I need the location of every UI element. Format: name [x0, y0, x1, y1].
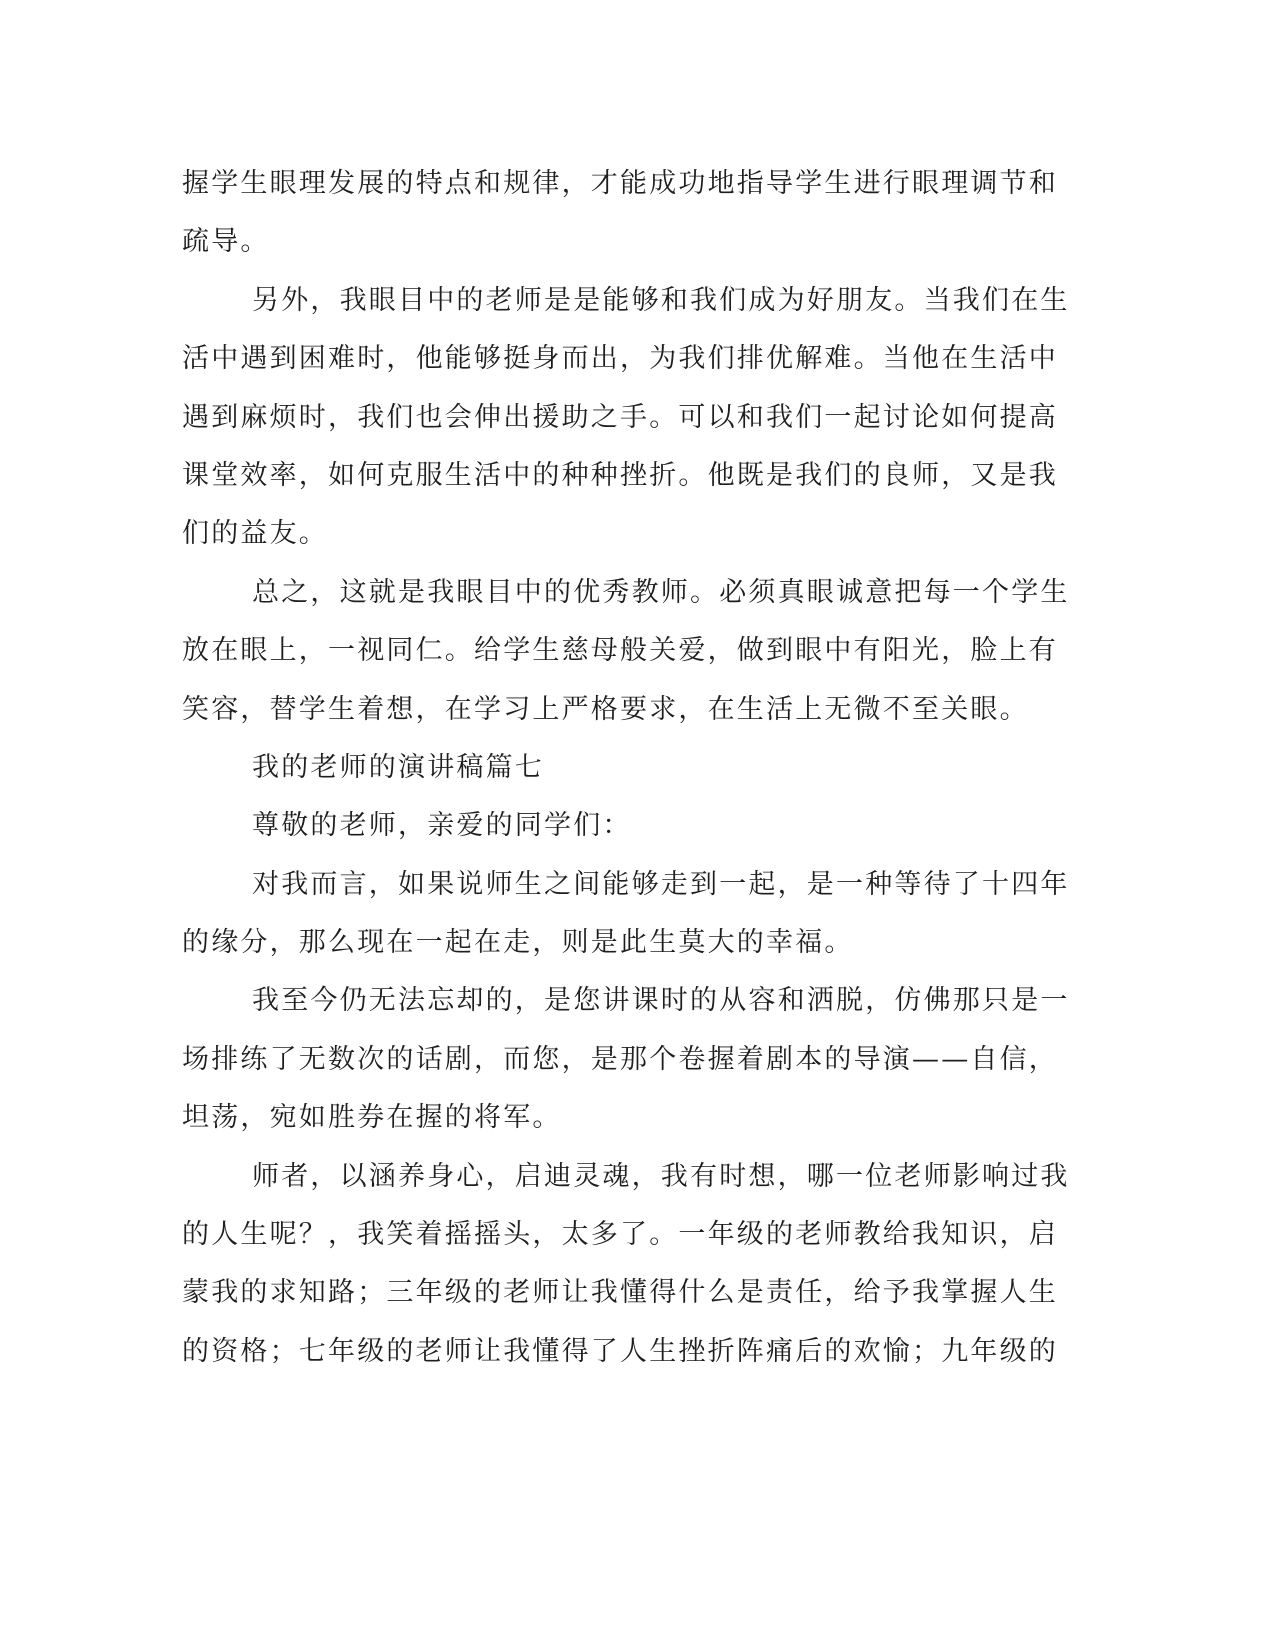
text-line: 们的益友。: [182, 518, 328, 550]
text-line: 握学生眼理发展的特点和规律，才能成功地指导学生进行眼理调节和: [182, 168, 1058, 199]
text-line: 对我而言，如果说师生之间能够走到一起，是一种等待了十四年: [252, 868, 1070, 900]
salutation: 尊敬的老师，亲爱的同学们：: [252, 810, 632, 842]
text-line: 放在眼上，一视同仁。给学生慈母般关爱，做到眼中有阳光，脸上有: [182, 635, 1058, 667]
text-line: 疏导。: [182, 226, 270, 258]
text-line: 师者，以涵养身心，启迪灵魂，我有时想，哪一位老师影响过我: [252, 1160, 1070, 1192]
text-line: 我至今仍无法忘却的，是您讲课时的从容和洒脱，仿佛那只是一: [252, 985, 1070, 1017]
section-heading: 我的老师的演讲稿篇七: [252, 751, 544, 783]
text-line: 另外，我眼目中的老师是是能够和我们成为好朋友。当我们在生: [252, 284, 1070, 316]
text-line: 的人生呢？，我笑着摇摇头，太多了。一年级的老师教给我知识，启: [182, 1219, 1058, 1251]
text-line: 活中遇到困难时，他能够挺身而出，为我们排优解难。当他在生活中: [182, 343, 1058, 375]
text-line: 的资格；七年级的老师让我懂得了人生挫折阵痛后的欢愉；九年级的: [182, 1335, 1058, 1367]
text-line: 场排练了无数次的话剧，而您，是那个卷握着剧本的导演——自信，: [182, 1043, 1058, 1075]
text-line: 的缘分，那么现在一起在走，则是此生莫大的幸福。: [182, 927, 854, 959]
document-body: [182, 155, 1070, 1381]
text-line: 遇到麻烦时，我们也会伸出援助之手。可以和我们一起讨论如何提高: [182, 401, 1058, 433]
text-line: 总之，这就是我眼目中的优秀教师。必须真眼诚意把每一个学生: [252, 576, 1070, 608]
text-line: 蒙我的求知路；三年级的老师让我懂得什么是责任，给予我掌握人生: [182, 1277, 1058, 1309]
text-line: 笑容，替学生着想，在学习上严格要求，在生活上无微不至关眼。: [182, 693, 1029, 725]
text-line: 坦荡，宛如胜券在握的将军。: [182, 1102, 562, 1134]
text-line: 课堂效率，如何克服生活中的种种挫折。他既是我们的良师，又是我: [182, 459, 1058, 491]
